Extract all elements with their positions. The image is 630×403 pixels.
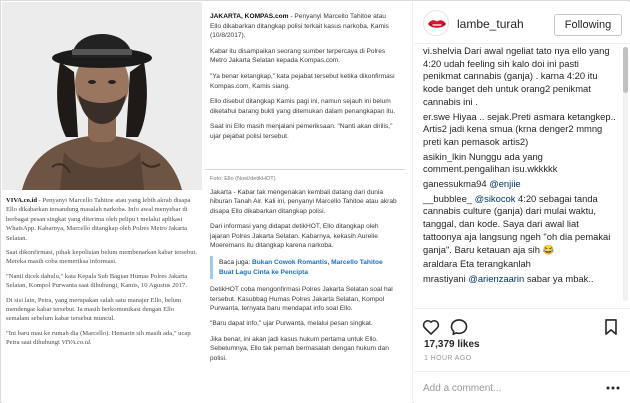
article-paragraph: Kabar itu disampaikan seorang sumber terpercaya di Polres Metro Jakarta Selatan kepada Kompas.com. <box>210 47 386 65</box>
article-paragraph: Di sisi lain, Petra, yang merupakan salah satu manajer Ello, belum mendengar kabar tersebut. Ia masih berkomunikasi dengan Ello semalam sebelum kabar tersebut muncul. <box>6 296 182 323</box>
add-comment-bar <box>414 371 630 403</box>
baca-juga-box <box>210 256 398 279</box>
photo-caption: Foto: Ello (Noel/detikHOT) <box>210 176 276 182</box>
article-divider <box>205 169 405 170</box>
article-kompas <box>210 12 398 148</box>
comments-inner <box>423 45 619 288</box>
post-timestamp: 1 HOUR AGO <box>424 355 472 362</box>
article-text: - Penyanyi Marcello Tahitoe atau yang lebih akrab disapa Ello dikabarkan tersandung masalah narkoba. Info awal menyebar di berbagai pesan singkat yang diterima oleh pelipu t melalui aplikasi WhatsApp. Kabarnya, Marcello ditangkap oleh Polres Metro Jakarta Selatan. <box>6 197 191 242</box>
comment-text: Eta terangkanlah <box>460 258 531 270</box>
baca-juga-label: Baca juga: <box>219 259 252 267</box>
comments-list[interactable] <box>414 45 630 307</box>
comment-mention[interactable]: @arienzaarin <box>468 272 525 284</box>
comment-item <box>423 111 619 149</box>
article-paragraph <box>6 196 198 243</box>
article-paragraph: "Ya benar ketangkap," kata pejabat tersebut ketika dikonfirmasi Kompas.com, Kamis siang. <box>210 72 395 90</box>
comments-scrollbar[interactable] <box>623 47 628 301</box>
comment-button[interactable] <box>449 317 469 337</box>
article-paragraph: Dari informasi yang didapat detikHOT, Ello ditangkap oleh jajaran Polres Jakarta Selatan. Kabarnya, kekasih Aurelie Moeremans itu ditangkap karena narkoba. <box>210 223 379 250</box>
lips-logo-icon <box>424 11 449 36</box>
article-text: - Penyanyi Marcello Tahitoe atau Ello dikabarkan ditangkap polisi terkait kasus narkoba, Kamis (10/8/2017). <box>210 13 389 40</box>
comment-text: Hiyaa .. sejak.Preti asmara ketangkep.. Artis2 jadi kena smua (krna denger2 mmng preti kan pemasok artis2) <box>423 110 616 147</box>
article-source: JAKARTA, KOMPAS.com <box>210 13 289 20</box>
article-source: VIVA.co.id. <box>61 339 92 347</box>
like-button[interactable] <box>421 317 441 337</box>
comment-username[interactable]: araldara <box>423 258 458 270</box>
comment-item <box>423 258 619 271</box>
comment-username[interactable]: mrastiyani <box>423 272 466 284</box>
article-viva <box>6 196 198 353</box>
add-comment-input[interactable] <box>423 380 593 396</box>
comment-username[interactable]: vi.shelvia <box>423 45 462 56</box>
username-link[interactable]: lambe_turah <box>457 17 524 31</box>
scrollbar-thumb[interactable] <box>623 47 628 93</box>
comment-text: sabar ya mbak.. <box>526 272 594 284</box>
article-paragraph: Ello disebut ditangkap Kamis pagi ini, namun sejauh ini belum diketahui barang bukti yang ditemukan dalam penangkapan itu. <box>210 98 396 115</box>
article-source: VIVA.co.id <box>6 197 38 204</box>
comment-text: 4:20 sebagai tanda cannabis culture (ganja) dari mulai waktu, tanggal, dan kode. Saya dari awal liat tattoonya aja langsung ngeh "oh dia pemakai ganja". Baru ketauan aja sih 😂 <box>423 192 611 255</box>
comment-item <box>423 178 619 191</box>
person-photo <box>2 2 202 190</box>
comment-text: Dari awal ngeliat tato nya ello yang 4:20 udah feeling sih kalo doi ini pasti penikmat cannabis (ganja) . karna 4:20 itu kode banget deh untuk orang2 penikmat cannabis ini . <box>423 45 610 107</box>
article-detik <box>210 188 398 369</box>
comment-item <box>423 193 619 257</box>
comment-item <box>423 151 619 176</box>
article-paragraph <box>210 12 398 41</box>
comment-item <box>423 273 619 286</box>
heart-icon <box>421 317 441 337</box>
article-paragraph: Jakarta - Kabar tak mengenakan kembali datang dari dunia hiburan Tanah Air. Kali ini, penyanyi Marcello Tahitoe atau akrab disapa Ello dikabarkan ditangkap polisi. <box>210 189 397 215</box>
baca-juga-link: Bukan Cowok Romantis, Marcello Tahitoe Buat Lagu Cinta ke Pencipta <box>219 259 383 276</box>
article-text: "Ini baru mau ke rumah dia (Marcello). Hemarin sih masih ada," ucap Petra saat dihubungi <box>6 329 191 347</box>
comment-username[interactable]: ganessukma94 <box>423 178 487 190</box>
post-side-panel <box>414 2 630 403</box>
article-paragraph: Saat dikonfirmasi, pihak kepolisian belum membenarkan kabar tersebut. Mereka masih coba memeriksa informasi. <box>6 249 197 266</box>
comment-bubble-icon <box>449 317 469 337</box>
comment-username[interactable]: er.swe <box>423 110 451 122</box>
comment-mention[interactable]: @sikocok <box>474 192 516 204</box>
comment-username[interactable]: __bubblee_ <box>423 192 473 204</box>
post-image[interactable] <box>2 2 413 403</box>
comment-item <box>423 45 619 109</box>
article-paragraph: Jika benar, ini akan jadi kasus hukum pertama untuk Ello. Sebelumnya, Ello tak pernah bermasalah dengan hukum dan polisi. <box>210 335 389 362</box>
post-header <box>414 2 630 44</box>
comment-username[interactable]: asikin_lkin <box>423 150 467 162</box>
likes-count[interactable]: 17,379 likes <box>424 339 480 350</box>
article-paragraph: "Nanti dicek dahulu," kata Kepala Sub Bagian Humas Polres Jakarta Selatan, Kompol Purwanta saat dihubungi, Kamis, 10 Agustus 2017. <box>6 272 188 290</box>
article-paragraph: "Baru dapat info," ujar Purwanta, melalui pesan singkat. <box>210 320 373 328</box>
bookmark-icon <box>601 317 621 337</box>
avatar[interactable] <box>423 10 449 36</box>
news-column-left <box>2 2 202 403</box>
comment-text: Nunggu ada yang comment.pengalihan isu.wkkkkk <box>423 150 558 175</box>
article-paragraph <box>6 329 198 348</box>
article-paragraph: DetikHOT coba mengonfirmasi Polres Jakarta Selatan soal hal tersebut. Kasubbag Humas Polres Jakarta Selatan, Kompol Purwanta, ternyata baru mendapat info soal Ello. <box>210 286 393 313</box>
news-column-right <box>205 2 412 403</box>
more-options-icon <box>605 382 621 394</box>
comment-mention[interactable]: @enjiie <box>489 178 521 190</box>
save-button[interactable] <box>601 317 621 337</box>
article-paragraph: Saat ini Ello masih menjalani pemeriksaan. "Nanti akan dirilis," ujar pejabat polisi tersebut. <box>210 123 393 140</box>
person-photo-illustration <box>2 2 202 190</box>
post-actions <box>414 308 630 342</box>
following-button[interactable]: Following <box>554 14 622 36</box>
more-options-button[interactable] <box>605 382 621 394</box>
